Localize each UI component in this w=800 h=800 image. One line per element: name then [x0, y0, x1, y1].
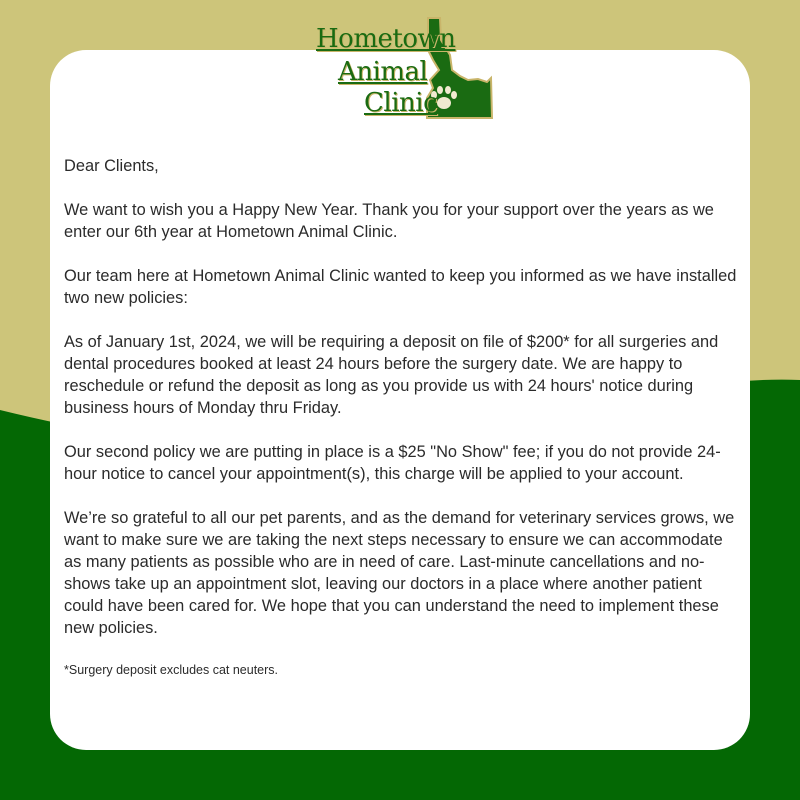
letter-paragraph-policies-intro: Our team here at Hometown Animal Clinic wanted to keep you informed as we have installed two new policies: [64, 267, 737, 307]
logo-line-hometown [316, 26, 455, 52]
logo-hometown-text: Hometown [316, 24, 456, 54]
letter-body [64, 155, 744, 679]
letter-paragraph-new-year: We want to wish you a Happy New Year. Thank you for your support over the years as we enter our 6th year at Hometown Animal Clinic. [64, 201, 714, 241]
letter-greeting: Dear Clients, [64, 157, 159, 175]
logo-clinic-text: Clinic [364, 88, 438, 118]
logo-animal-text: Animal [338, 57, 428, 87]
clinic-logo [300, 10, 510, 125]
letter-paragraph-deposit-policy: As of January 1st, 2024, we will be requiring a deposit on file of $200* for all surgeries and dental procedures booked at least 24 hours before the surgery date. We are happy to reschedule or refund the deposit as long as you provide us with 24 hours' notice during business hours of Monday thru Friday. [64, 333, 719, 417]
logo-line-animal [338, 59, 427, 85]
letter-paragraph-gratitude: We’re so grateful to all our pet parents, and as the demand for veterinary services grows, we want to make sure we are taking the next steps necessary to ensure we can accommodate as many patients as possible who are in need of care. Last-minute cancellations and no-shows take up an appointment slot, leaving our doctors in a place where another patient could have been cared for. We hope that you can understand the need to implement these new policies. [64, 509, 735, 637]
letter-footnote: *Surgery deposit excludes cat neuters. [64, 663, 279, 677]
logo-line-clinic [364, 90, 437, 116]
letter-paragraph-no-show-policy: Our second policy we are putting in place is a $25 "No Show" fee; if you do not provide 24-hour notice to cancel your appointment(s), this charge will be applied to your account. [64, 443, 721, 483]
